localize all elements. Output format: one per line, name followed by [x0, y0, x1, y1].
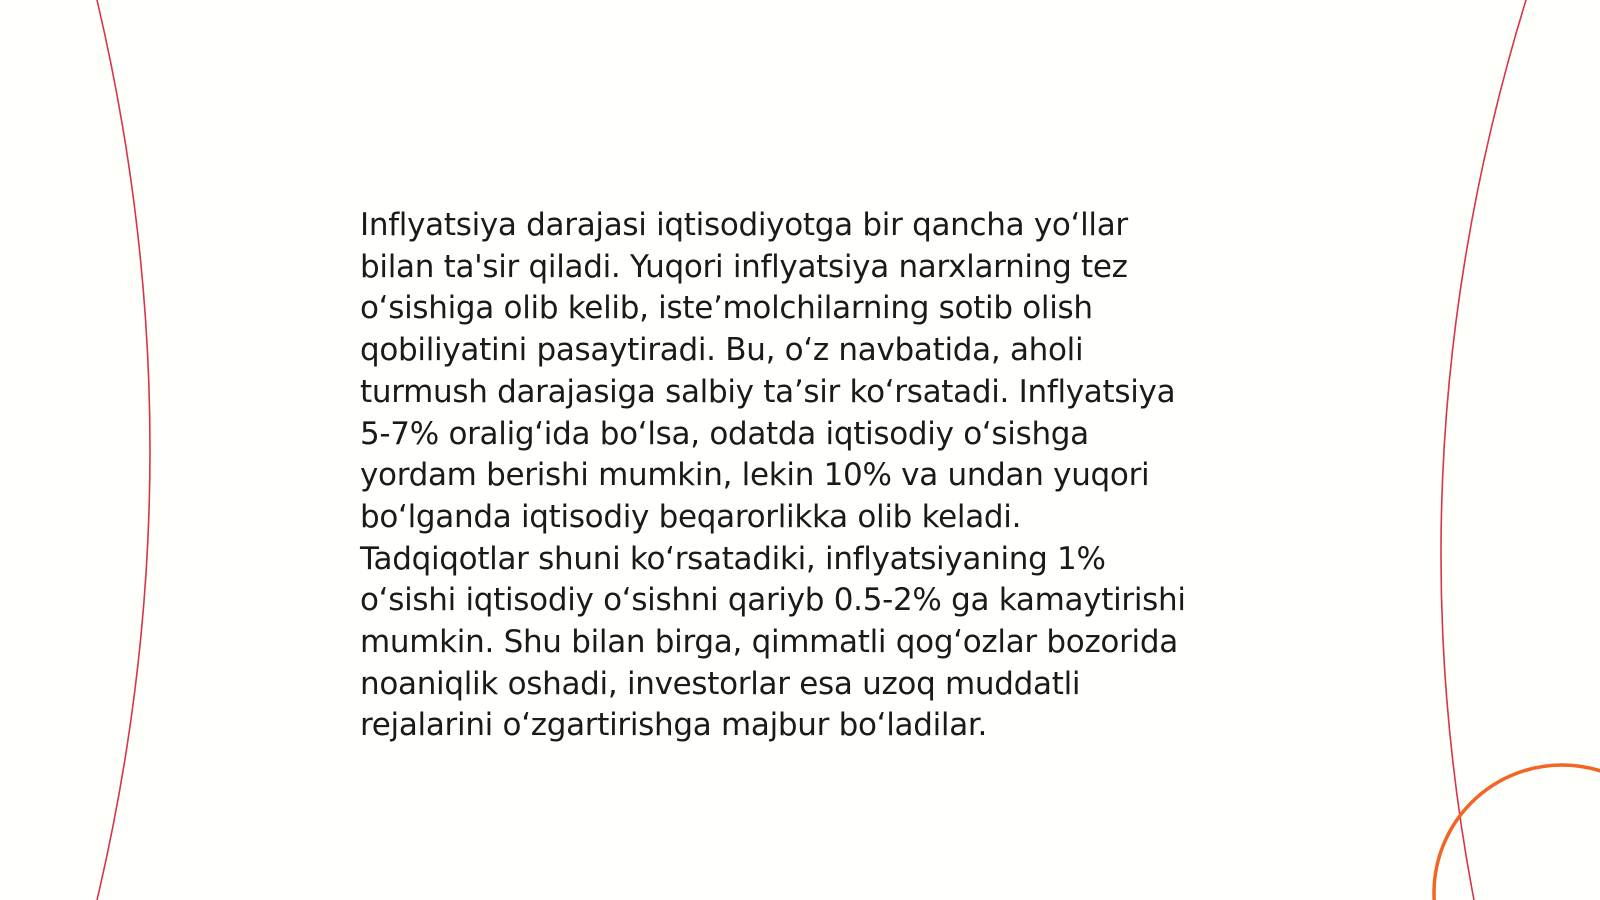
body-line: Tadqiqotlar shuni ko‘rsatadiki, inflyatsiyaning 1% [360, 540, 1106, 577]
body-line: qobiliyatini pasaytiradi. Bu, o‘z navbatida, aholi [360, 332, 1084, 369]
body-line: turmush darajasiga salbiy ta’sir ko‘rsatadi. Inflyatsiya [360, 373, 1176, 410]
body-line: bo‘lganda iqtisodiy beqarorlikka olib keladi. [360, 498, 1022, 535]
body-line: yordam berishi mumkin, lekin 10% va undan yuqori [360, 457, 1150, 494]
left-arc [97, 0, 150, 900]
body-line: mumkin. Shu bilan birga, qimmatli qog‘ozlar bozorida [360, 624, 1178, 661]
body-line: rejalarini o‘zgartirishga majbur bo‘ladilar. [360, 707, 988, 744]
body-line: 5-7% oralig‘ida bo‘lsa, odatda iqtisodiy o‘sishga [360, 415, 1089, 452]
body-line: o‘sishiga olib kelib, iste’molchilarning sotib olish [360, 290, 1093, 327]
body-line: bilan ta'sir qiladi. Yuqori inflyatsiya narxlarning tez [360, 248, 1128, 285]
right-arc [1441, 0, 1526, 900]
body-paragraph [360, 205, 1240, 747]
accent-circle [1434, 765, 1600, 900]
body-line: Inflyatsiya darajasi iqtisodiyotga bir qancha yo‘llar [360, 207, 1128, 243]
body-line: o‘sishi iqtisodiy o‘sishni qariyb 0.5-2% ga kamaytirishi [360, 582, 1186, 619]
body-line: noaniqlik oshadi, investorlar esa uzoq muddatli [360, 665, 1081, 702]
